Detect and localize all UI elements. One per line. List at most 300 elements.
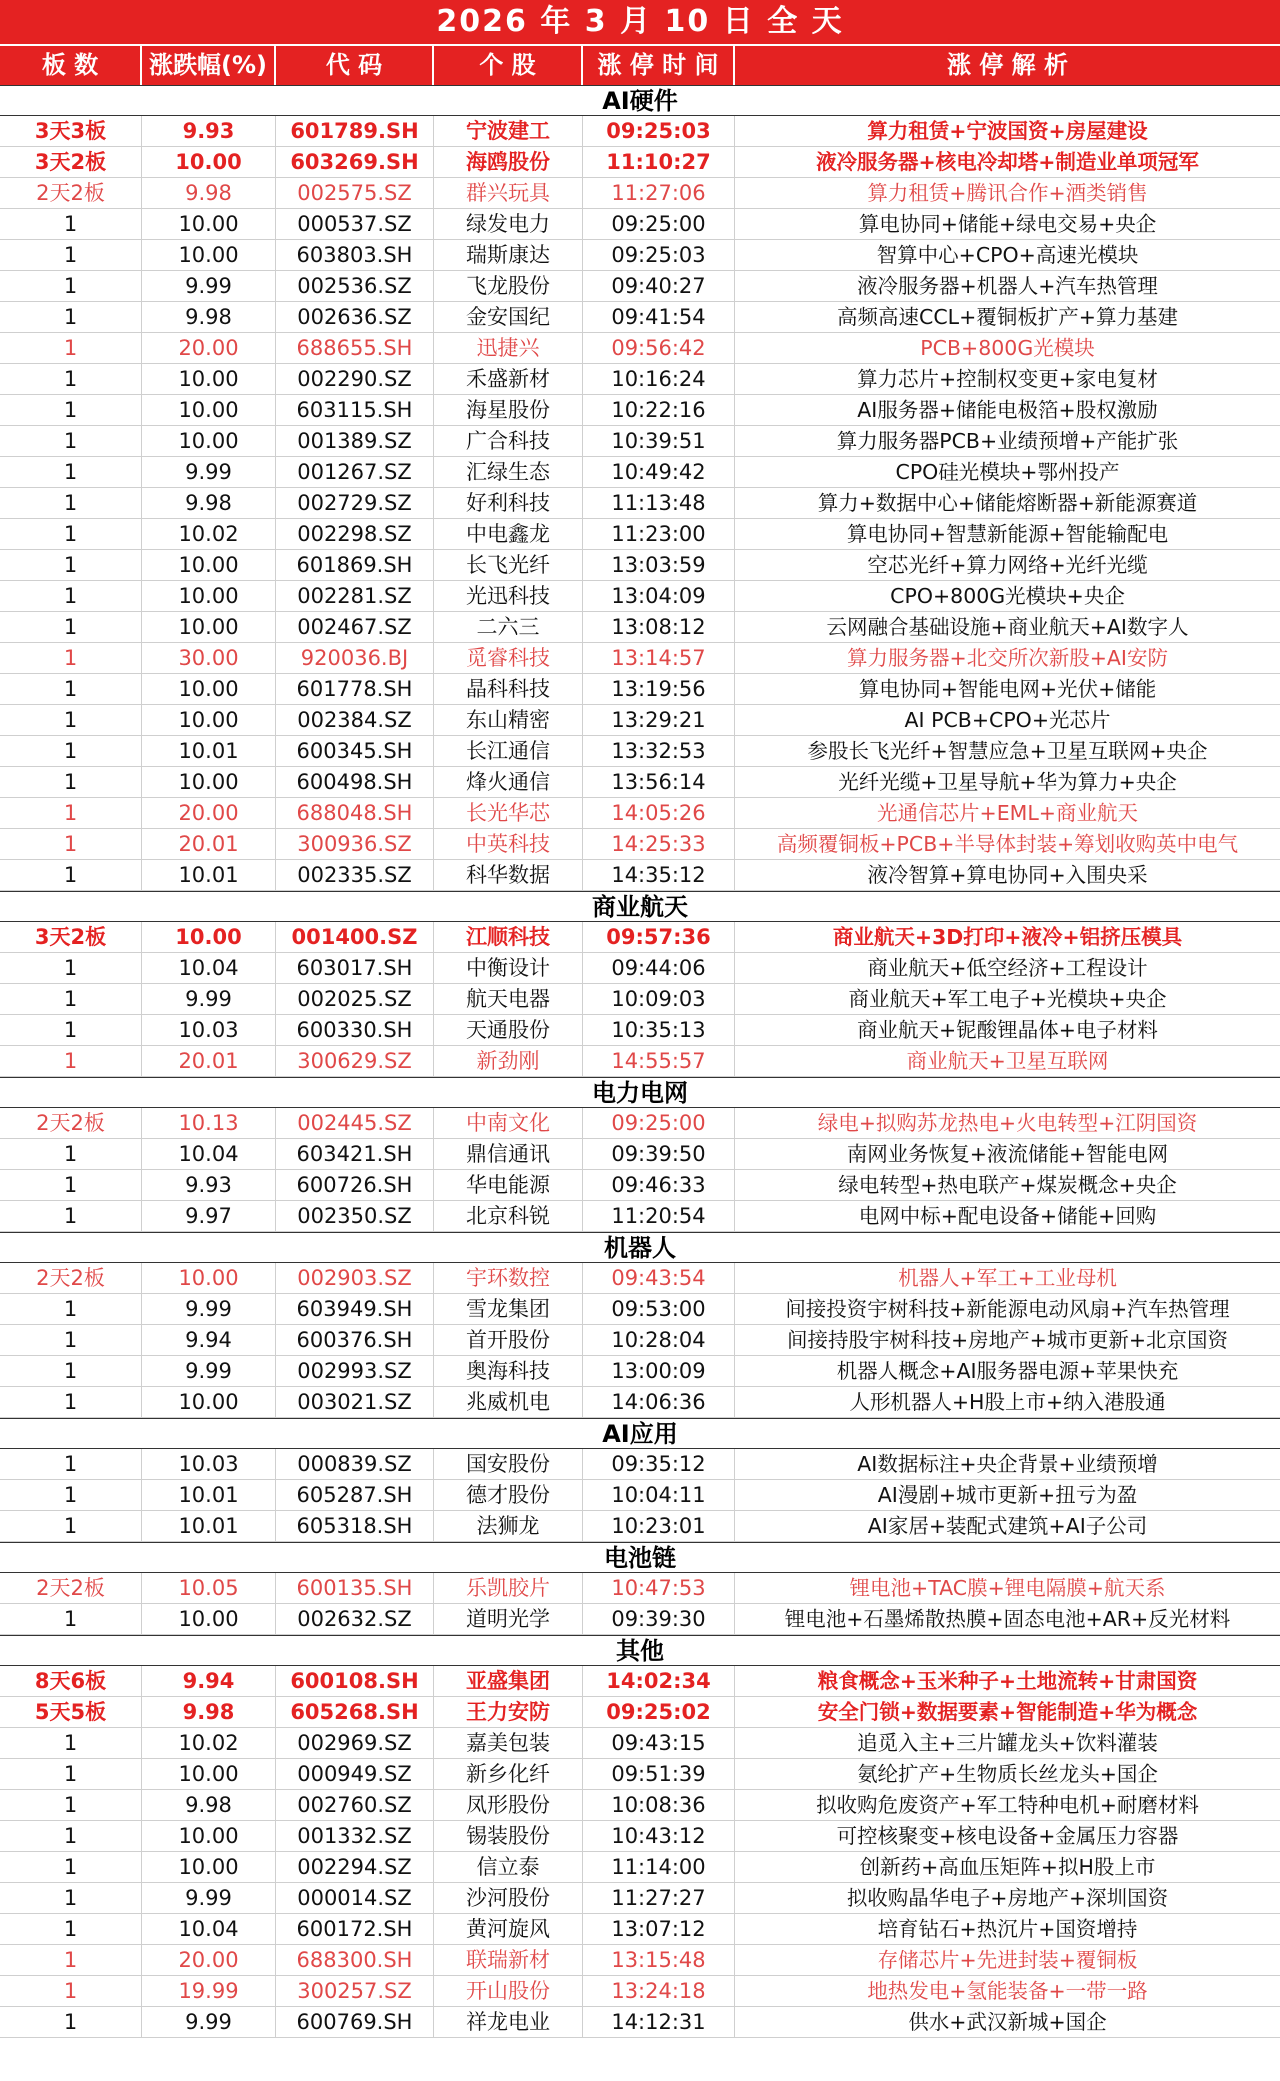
code-cell: 002467.SZ (276, 612, 434, 642)
code-cell: 002993.SZ (276, 1356, 434, 1386)
change-pct-cell: 10.00 (142, 209, 276, 239)
table-row (0, 1790, 1280, 1821)
board-count-cell: 1 (0, 1511, 142, 1541)
table-row (0, 395, 1280, 426)
stock-name-cell: 道明光学 (434, 1604, 583, 1634)
analysis-cell: 绿电转型+热电联产+煤炭概念+央企 (838, 1173, 1177, 1197)
limit-time-cell: 09:56:42 (583, 333, 735, 363)
stock-name-cell: 新乡化纤 (434, 1759, 583, 1789)
board-count-cell: 2天2板 (0, 178, 142, 208)
table-row (0, 922, 1280, 953)
stock-name-cell: 华电能源 (434, 1170, 583, 1200)
code-cell: 002281.SZ (276, 581, 434, 611)
code-cell: 600108.SH (276, 1666, 434, 1696)
section-header: 其他 (0, 1635, 1280, 1666)
code-cell: 600769.SH (276, 2007, 434, 2037)
stock-name-cell: 黄河旋风 (434, 1914, 583, 1944)
board-count-cell: 1 (0, 302, 142, 332)
change-pct-cell: 9.99 (142, 1294, 276, 1324)
limit-time-cell: 10:08:36 (583, 1790, 735, 1820)
board-count-cell: 1 (0, 1139, 142, 1169)
limit-time-cell: 09:25:02 (583, 1697, 735, 1727)
change-pct-cell: 10.00 (142, 705, 276, 735)
stock-name-cell: 雪龙集团 (434, 1294, 583, 1324)
change-pct-cell: 10.04 (142, 1914, 276, 1944)
stock-name-cell: 宁波建工 (434, 116, 583, 146)
code-cell: 002636.SZ (276, 302, 434, 332)
code-cell: 001400.SZ (276, 922, 434, 952)
change-pct-cell: 10.00 (142, 147, 276, 177)
board-count-cell: 1 (0, 1387, 142, 1417)
stock-name-cell: 好利科技 (434, 488, 583, 518)
table-row (0, 1015, 1280, 1046)
table-row (0, 488, 1280, 519)
limit-time-cell: 09:39:30 (583, 1604, 735, 1634)
board-count-cell: 1 (0, 736, 142, 766)
limit-time-cell: 09:25:03 (583, 116, 735, 146)
table-row (0, 426, 1280, 457)
code-cell: 603803.SH (276, 240, 434, 270)
table-row (0, 1511, 1280, 1542)
limit-time-cell: 14:35:12 (583, 860, 735, 890)
code-cell: 002575.SZ (276, 178, 434, 208)
code-cell: 002903.SZ (276, 1263, 434, 1293)
change-pct-cell: 20.00 (142, 798, 276, 828)
limit-time-cell: 09:51:39 (583, 1759, 735, 1789)
table-row (0, 736, 1280, 767)
table-row (0, 1387, 1280, 1418)
code-cell: 002536.SZ (276, 271, 434, 301)
limit-time-cell: 13:19:56 (583, 674, 735, 704)
stock-name-cell: 亚盛集团 (434, 1666, 583, 1696)
section-header: 商业航天 (0, 891, 1280, 922)
analysis-cell: 商业航天+3D打印+液冷+铝挤压模具 (832, 925, 1183, 949)
stock-name-cell: 北京科锐 (434, 1201, 583, 1231)
table-row (0, 1046, 1280, 1077)
change-pct-cell: 20.00 (142, 333, 276, 363)
board-count-cell: 2天2板 (0, 1263, 142, 1293)
limit-time-cell: 10:04:11 (583, 1480, 735, 1510)
analysis-cell: 锂电池+石墨烯散热膜+固态电池+AR+反光材料 (784, 1607, 1231, 1631)
stock-name-cell: 海星股份 (434, 395, 583, 425)
analysis-cell: AI家居+装配式建筑+AI子公司 (867, 1514, 1148, 1538)
stock-name-cell: 宇环数控 (434, 1263, 583, 1293)
table-row (0, 240, 1280, 271)
analysis-cell: 算电协同+智慧新能源+智能输配电 (846, 522, 1169, 546)
table-row (0, 798, 1280, 829)
stock-name-cell: 沙河股份 (434, 1883, 583, 1913)
header-limit-time: 涨 停 时 间 (583, 46, 735, 85)
stock-name-cell: 兆威机电 (434, 1387, 583, 1417)
stock-name-cell: 光迅科技 (434, 581, 583, 611)
analysis-cell: 液冷服务器+核电冷却塔+制造业单项冠军 (816, 150, 1199, 174)
limit-time-cell: 11:13:48 (583, 488, 735, 518)
change-pct-cell: 10.04 (142, 953, 276, 983)
change-pct-cell: 10.00 (142, 581, 276, 611)
stock-name-cell: 海鸥股份 (434, 147, 583, 177)
analysis-cell: 南网业务恢复+液流储能+智能电网 (846, 1142, 1169, 1166)
table-row (0, 457, 1280, 488)
table-row (0, 1821, 1280, 1852)
change-pct-cell: 10.01 (142, 1511, 276, 1541)
board-count-cell: 1 (0, 674, 142, 704)
limit-time-cell: 13:03:59 (583, 550, 735, 580)
stock-name-cell: 长江通信 (434, 736, 583, 766)
analysis-cell: 地热发电+氢能装备+一带一路 (867, 1979, 1148, 2003)
board-count-cell: 1 (0, 1449, 142, 1479)
limit-time-cell: 09:25:00 (583, 209, 735, 239)
board-count-cell: 1 (0, 1883, 142, 1913)
code-cell: 001267.SZ (276, 457, 434, 487)
board-count-cell: 1 (0, 1914, 142, 1944)
analysis-cell: 商业航天+军工电子+光模块+央企 (848, 987, 1167, 1011)
table-row (0, 1449, 1280, 1480)
change-pct-cell: 10.00 (142, 922, 276, 952)
analysis-cell: 人形机器人+H股上市+纳入港股通 (849, 1390, 1166, 1414)
code-cell: 002632.SZ (276, 1604, 434, 1634)
table-row (0, 643, 1280, 674)
table-row (0, 302, 1280, 333)
code-cell: 002445.SZ (276, 1108, 434, 1138)
stock-name-cell: 中电鑫龙 (434, 519, 583, 549)
change-pct-cell: 9.98 (142, 302, 276, 332)
board-count-cell: 1 (0, 550, 142, 580)
table-row (0, 829, 1280, 860)
analysis-cell: 算力芯片+控制权变更+家电复材 (857, 367, 1158, 391)
change-pct-cell: 20.01 (142, 1046, 276, 1076)
stock-name-cell: 飞龙股份 (434, 271, 583, 301)
stock-name-cell: 中南文化 (434, 1108, 583, 1138)
board-count-cell: 1 (0, 612, 142, 642)
table-row (0, 178, 1280, 209)
section-header: AI应用 (0, 1418, 1280, 1449)
code-cell: 002298.SZ (276, 519, 434, 549)
limit-time-cell: 09:44:06 (583, 953, 735, 983)
table-row (0, 860, 1280, 891)
stock-name-cell: 乐凯胶片 (434, 1573, 583, 1603)
limit-time-cell: 14:02:34 (583, 1666, 735, 1696)
stock-name-cell: 联瑞新材 (434, 1945, 583, 1975)
stock-name-cell: 科华数据 (434, 860, 583, 890)
board-count-cell: 1 (0, 1015, 142, 1045)
table-row (0, 519, 1280, 550)
code-cell: 002384.SZ (276, 705, 434, 735)
code-cell: 605268.SH (276, 1697, 434, 1727)
stock-name-cell: 国安股份 (434, 1449, 583, 1479)
section-header: 机器人 (0, 1232, 1280, 1263)
analysis-cell: 光通信芯片+EML+商业航天 (877, 801, 1138, 825)
table-row (0, 1759, 1280, 1790)
limit-time-cell: 09:35:12 (583, 1449, 735, 1479)
change-pct-cell: 10.00 (142, 1759, 276, 1789)
board-count-cell: 1 (0, 364, 142, 394)
table-row (0, 1914, 1280, 1945)
table-row (0, 1294, 1280, 1325)
stock-name-cell: 绿发电力 (434, 209, 583, 239)
code-cell: 603017.SH (276, 953, 434, 983)
table-header (0, 44, 1280, 85)
stock-name-cell: 长飞光纤 (434, 550, 583, 580)
board-count-cell: 1 (0, 860, 142, 890)
section-header: 电力电网 (0, 1077, 1280, 1108)
table-row (0, 1139, 1280, 1170)
table-row (0, 1263, 1280, 1294)
limit-time-cell: 13:07:12 (583, 1914, 735, 1944)
limit-time-cell: 10:39:51 (583, 426, 735, 456)
analysis-cell: AI数据标注+央企背景+业绩预增 (857, 1452, 1158, 1476)
change-pct-cell: 9.99 (142, 2007, 276, 2037)
code-cell: 600498.SH (276, 767, 434, 797)
stock-name-cell: 禾盛新材 (434, 364, 583, 394)
limit-time-cell: 14:05:26 (583, 798, 735, 828)
change-pct-cell: 10.05 (142, 1573, 276, 1603)
change-pct-cell: 10.04 (142, 1139, 276, 1169)
board-count-cell: 1 (0, 240, 142, 270)
change-pct-cell: 10.00 (142, 1387, 276, 1417)
change-pct-cell: 10.03 (142, 1449, 276, 1479)
stock-name-cell: 觅睿科技 (434, 643, 583, 673)
change-pct-cell: 9.94 (142, 1325, 276, 1355)
table-row (0, 1170, 1280, 1201)
change-pct-cell: 9.97 (142, 1201, 276, 1231)
limit-time-cell: 10:49:42 (583, 457, 735, 487)
limit-time-cell: 14:12:31 (583, 2007, 735, 2037)
limit-time-cell: 09:43:15 (583, 1728, 735, 1758)
board-count-cell: 1 (0, 705, 142, 735)
header-analysis: 涨 停 解 析 (946, 51, 1069, 79)
code-cell: 600345.SH (276, 736, 434, 766)
change-pct-cell: 10.00 (142, 1604, 276, 1634)
code-cell: 002290.SZ (276, 364, 434, 394)
table-row (0, 1573, 1280, 1604)
code-cell: 002335.SZ (276, 860, 434, 890)
analysis-cell: 算力服务器PCB+业绩预增+产能扩张 (836, 429, 1179, 453)
board-count-cell: 1 (0, 395, 142, 425)
analysis-cell: 算电协同+智能电网+光伏+储能 (858, 677, 1157, 701)
analysis-cell: 追觅入主+三片罐龙头+饮料灌装 (857, 1731, 1158, 1755)
change-pct-cell: 10.00 (142, 767, 276, 797)
table-row (0, 1697, 1280, 1728)
change-pct-cell: 10.00 (142, 426, 276, 456)
analysis-cell: 参股长飞光纤+智慧应急+卫星互联网+央企 (807, 739, 1208, 763)
analysis-cell: 算力+数据中心+储能熔断器+新能源赛道 (817, 491, 1198, 515)
code-cell: 001332.SZ (276, 1821, 434, 1851)
table-row (0, 767, 1280, 798)
code-cell: 003021.SZ (276, 1387, 434, 1417)
code-cell: 601869.SH (276, 550, 434, 580)
analysis-cell: 光纤光缆+卫星导航+华为算力+央企 (838, 770, 1177, 794)
analysis-cell: 电网中标+配电设备+储能+回购 (858, 1204, 1157, 1228)
limit-time-cell: 09:53:00 (583, 1294, 735, 1324)
stock-name-cell: 凤形股份 (434, 1790, 583, 1820)
code-cell: 300629.SZ (276, 1046, 434, 1076)
limit-time-cell: 11:20:54 (583, 1201, 735, 1231)
code-cell: 002760.SZ (276, 1790, 434, 1820)
table-row (0, 1201, 1280, 1232)
analysis-cell: 算电协同+储能+绿电交易+央企 (858, 212, 1157, 236)
code-cell: 000537.SZ (276, 209, 434, 239)
analysis-cell: AI服务器+储能电极箔+股权激励 (857, 398, 1158, 422)
board-count-cell: 1 (0, 1976, 142, 2006)
analysis-cell: 培育钻石+热沉片+国资增持 (877, 1917, 1138, 1941)
change-pct-cell: 10.02 (142, 1728, 276, 1758)
change-pct-cell: 9.93 (142, 1170, 276, 1200)
limit-time-cell: 13:15:48 (583, 1945, 735, 1975)
limit-time-cell: 14:25:33 (583, 829, 735, 859)
board-count-cell: 3天2板 (0, 147, 142, 177)
board-count-cell: 1 (0, 1728, 142, 1758)
code-cell: 000014.SZ (276, 1883, 434, 1913)
board-count-cell: 2天2板 (0, 1573, 142, 1603)
stock-name-cell: 德才股份 (434, 1480, 583, 1510)
stock-name-cell: 中衡设计 (434, 953, 583, 983)
limit-time-cell: 10:28:04 (583, 1325, 735, 1355)
table-row (0, 705, 1280, 736)
board-count-cell: 3天3板 (0, 116, 142, 146)
section-header: AI硬件 (0, 85, 1280, 116)
code-cell: 688655.SH (276, 333, 434, 363)
table-row (0, 1356, 1280, 1387)
analysis-cell: 商业航天+铌酸锂晶体+电子材料 (857, 1018, 1158, 1042)
board-count-cell: 1 (0, 1480, 142, 1510)
header-stock: 个 股 (434, 46, 583, 85)
analysis-cell: 间接投资宇树科技+新能源电动风扇+汽车热管理 (785, 1297, 1230, 1321)
change-pct-cell: 10.01 (142, 736, 276, 766)
change-pct-cell: 9.99 (142, 457, 276, 487)
table-row (0, 1728, 1280, 1759)
analysis-cell: 算力租赁+宁波国资+房屋建设 (867, 119, 1148, 143)
stock-name-cell: 烽火通信 (434, 767, 583, 797)
limit-time-cell: 10:35:13 (583, 1015, 735, 1045)
analysis-cell: 安全门锁+数据要素+智能制造+华为概念 (817, 1700, 1198, 1724)
limit-time-cell: 09:40:27 (583, 271, 735, 301)
board-count-cell: 1 (0, 643, 142, 673)
board-count-cell: 1 (0, 953, 142, 983)
table-row (0, 364, 1280, 395)
stock-name-cell: 奥海科技 (434, 1356, 583, 1386)
analysis-cell: 液冷智算+算电协同+入围央采 (867, 863, 1148, 887)
stock-name-cell: 东山精密 (434, 705, 583, 735)
limit-time-cell: 13:32:53 (583, 736, 735, 766)
board-count-cell: 1 (0, 333, 142, 363)
board-count-cell: 1 (0, 2007, 142, 2037)
change-pct-cell: 10.01 (142, 860, 276, 890)
analysis-cell: 间接持股宇树科技+房地产+城市更新+北京国资 (786, 1328, 1229, 1352)
table-row (0, 612, 1280, 643)
stock-name-cell: 晶科科技 (434, 674, 583, 704)
board-count-cell: 1 (0, 426, 142, 456)
table-row (0, 984, 1280, 1015)
stock-name-cell: 广合科技 (434, 426, 583, 456)
limit-time-cell: 09:57:36 (583, 922, 735, 952)
stock-name-cell: 祥龙电业 (434, 2007, 583, 2037)
limit-time-cell: 13:24:18 (583, 1976, 735, 2006)
change-pct-cell: 9.98 (142, 1697, 276, 1727)
board-count-cell: 1 (0, 1821, 142, 1851)
board-count-cell: 1 (0, 1945, 142, 1975)
stock-name-cell: 法狮龙 (434, 1511, 583, 1541)
limit-time-cell: 09:46:33 (583, 1170, 735, 1200)
stock-name-cell: 开山股份 (434, 1976, 583, 2006)
limit-time-cell: 09:25:03 (583, 240, 735, 270)
change-pct-cell: 30.00 (142, 643, 276, 673)
stock-name-cell: 信立泰 (434, 1852, 583, 1882)
analysis-cell: 绿电+拟购苏龙热电+火电转型+江阴国资 (817, 1111, 1198, 1135)
change-pct-cell: 20.00 (142, 1945, 276, 1975)
stock-name-cell: 中英科技 (434, 829, 583, 859)
change-pct-cell: 9.99 (142, 1883, 276, 1913)
code-cell: 605287.SH (276, 1480, 434, 1510)
board-count-cell: 1 (0, 1852, 142, 1882)
table-row (0, 953, 1280, 984)
stock-name-cell: 天通股份 (434, 1015, 583, 1045)
board-count-cell: 1 (0, 1325, 142, 1355)
stock-name-cell: 金安国纪 (434, 302, 583, 332)
code-cell: 002729.SZ (276, 488, 434, 518)
analysis-cell: CPO硅光模块+鄂州投产 (895, 460, 1120, 484)
code-cell: 300257.SZ (276, 1976, 434, 2006)
change-pct-cell: 10.00 (142, 1821, 276, 1851)
code-cell: 600726.SH (276, 1170, 434, 1200)
board-count-cell: 1 (0, 1790, 142, 1820)
board-count-cell: 1 (0, 1046, 142, 1076)
code-cell: 600376.SH (276, 1325, 434, 1355)
change-pct-cell: 9.98 (142, 178, 276, 208)
code-cell: 688048.SH (276, 798, 434, 828)
change-pct-cell: 10.00 (142, 395, 276, 425)
code-cell: 001389.SZ (276, 426, 434, 456)
analysis-cell: 氨纶扩产+生物质长丝龙头+国企 (857, 1762, 1158, 1786)
table-row (0, 1945, 1280, 1976)
board-count-cell: 8天6板 (0, 1666, 142, 1696)
stock-name-cell: 二六三 (434, 612, 583, 642)
limit-time-cell: 11:14:00 (583, 1852, 735, 1882)
code-cell: 600172.SH (276, 1914, 434, 1944)
change-pct-cell: 10.01 (142, 1480, 276, 1510)
stock-name-cell: 首开股份 (434, 1325, 583, 1355)
table-row (0, 1480, 1280, 1511)
board-count-cell: 1 (0, 271, 142, 301)
analysis-cell: 机器人+军工+工业母机 (898, 1266, 1117, 1290)
table-row (0, 333, 1280, 364)
limit-time-cell: 10:23:01 (583, 1511, 735, 1541)
code-cell: 601789.SH (276, 116, 434, 146)
analysis-cell: 存储芯片+先进封装+覆铜板 (877, 1948, 1138, 1972)
analysis-cell: 拟收购危废资产+军工特种电机+耐磨材料 (816, 1793, 1199, 1817)
limit-time-cell: 10:09:03 (583, 984, 735, 1014)
board-count-cell: 1 (0, 1356, 142, 1386)
board-count-cell: 1 (0, 519, 142, 549)
board-count-cell: 1 (0, 581, 142, 611)
table-row (0, 1325, 1280, 1356)
code-cell: 002294.SZ (276, 1852, 434, 1882)
change-pct-cell: 9.98 (142, 1790, 276, 1820)
table-row (0, 209, 1280, 240)
analysis-cell: CPO+800G光模块+央企 (890, 584, 1125, 608)
board-count-cell: 1 (0, 488, 142, 518)
code-cell: 601778.SH (276, 674, 434, 704)
stock-name-cell: 迅捷兴 (434, 333, 583, 363)
analysis-cell: 算力服务器+北交所次新股+AI安防 (847, 646, 1168, 670)
analysis-cell: 智算中心+CPO+高速光模块 (876, 243, 1139, 267)
stock-name-cell: 嘉美包装 (434, 1728, 583, 1758)
stock-name-cell: 鼎信通讯 (434, 1139, 583, 1169)
board-count-cell: 1 (0, 209, 142, 239)
code-cell: 002969.SZ (276, 1728, 434, 1758)
header-change-pct: 涨跌幅(%) (142, 46, 276, 85)
change-pct-cell: 10.13 (142, 1108, 276, 1138)
table-title: 2026 年 3 月 10 日 全 天 (0, 0, 1280, 44)
